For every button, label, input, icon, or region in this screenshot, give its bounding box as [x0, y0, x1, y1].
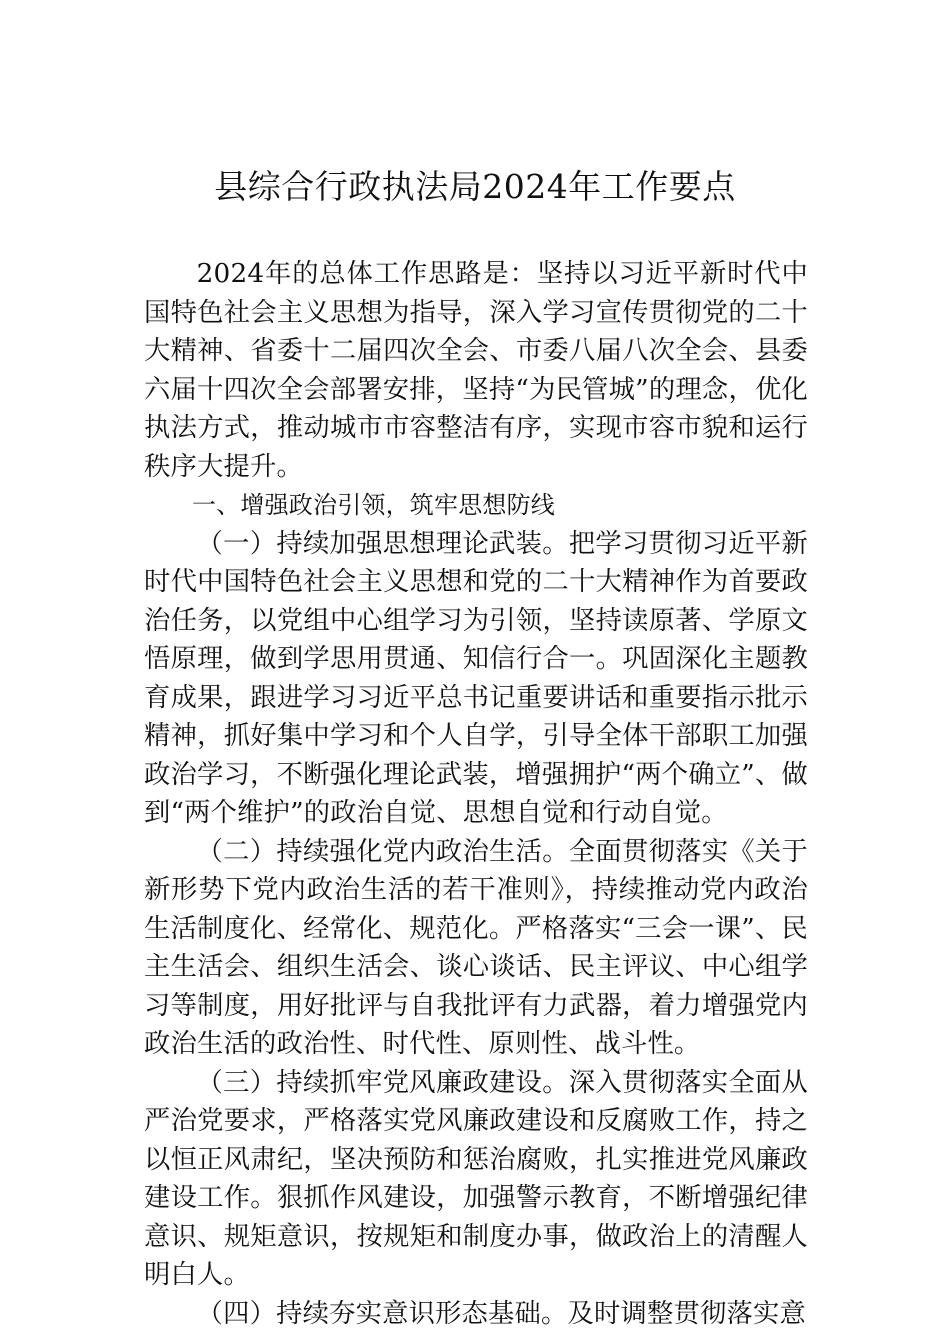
item-paragraph-1: （一）持续加强思想理论武装。把学习贯彻习近平新时代中国特色社会主义思想和党的二十大精神作为首要政治任务，以党组中心组学习为引领，坚持读原著、学原文悟原理，做到学思用贯通、知信行合一。巩固深化主题教育成果，跟进学习习近平总书记重要讲话和重要指示批示精神，抓好集中学习和个人自学，引导全体干部职工加强政治学习，不断强化理论武装，增强拥护“两个确立”、做到“两个维护”的政治自觉、思想自觉和行动自觉。 [144, 528, 808, 828]
intro-paragraph: 2024年的总体工作思路是：坚持以习近平新时代中国特色社会主义思想为指导，深入学习宣传贯彻党的二十大精神、省委十二届四次全会、市委八届八次全会、县委六届十四次全会部署安排，坚持“为民管城”的理念，优化执法方式，推动城市市容整洁有序，实现市容市貌和运行秩序大提升。 [144, 259, 808, 482]
document-title: 县综合行政执法局2024年工作要点 [214, 167, 736, 206]
item-paragraph-2: （二）持续强化党内政治生活。全面贯彻落实《关于新形势下党内政治生活的若干准则》，持续推动党内政治生活制度化、经常化、规范化。严格落实“三会一课”、民主生活会、组织生活会、谈心谈话、民主评议、中心组学习等制度，用好批评与自我批评有力武器，着力增强党内政治生活的政治性、时代性、原则性、战斗性。 [144, 836, 808, 1059]
item-paragraph-3: （三）持续抓牢党风廉政建设。深入贯彻落实全面从严治党要求，严格落实党风廉政建设和反腐败工作，持之以恒正风肃纪，坚决预防和惩治腐败，扎实推进党风廉政建设工作。狠抓作风建设，加强警示教育，不断增强纪律意识、规矩意识，按规矩和制度办事，做政治上的清醒人明白人。 [144, 1067, 808, 1290]
section-heading-1: 一、增强政治引领，筑牢思想防线 [192, 491, 555, 519]
document-body [144, 255, 808, 1333]
item-paragraph-4: （四）持续夯实意识形态基础。及时调整贯彻落实意 [196, 1298, 807, 1329]
